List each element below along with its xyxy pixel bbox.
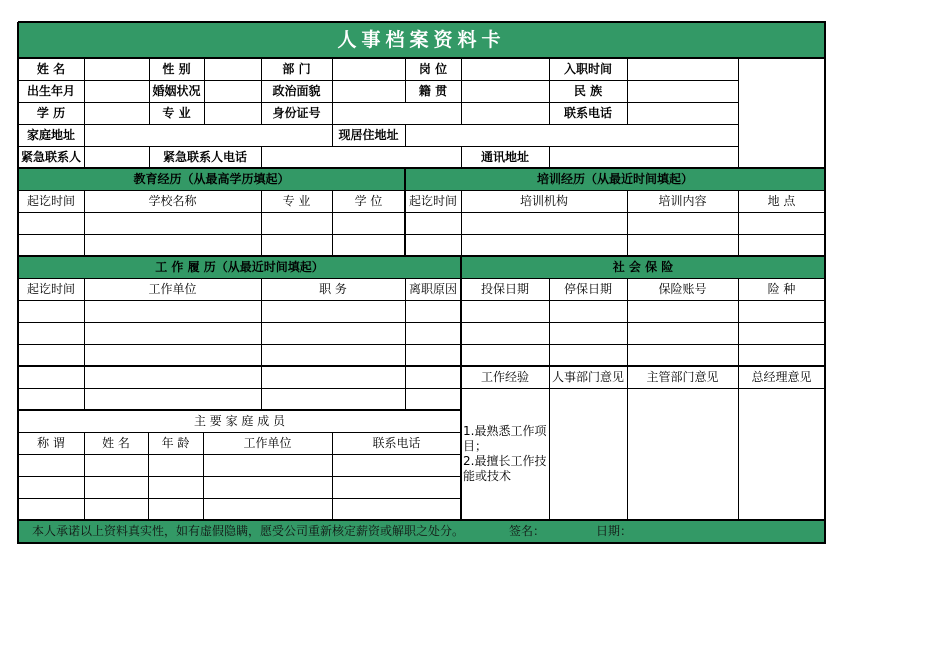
training-col-content: 培训内容: [658, 193, 707, 208]
education-col-major: 专 业: [282, 193, 311, 208]
label-major: 专 业: [162, 105, 191, 120]
grid-line: [261, 146, 262, 169]
education-col-school: 学校名称: [148, 193, 197, 208]
grid-line: [738, 190, 739, 257]
work-col-period: 起讫时间: [26, 281, 75, 296]
grid-line: [18, 300, 826, 301]
grid-line: [627, 190, 628, 257]
insurance-col-start: 投保日期: [480, 281, 529, 296]
grid-line: [18, 322, 826, 323]
grid-line: [148, 432, 149, 521]
label-hire-date: 入职时间: [563, 61, 612, 76]
training-col-institution: 培训机构: [519, 193, 568, 208]
grid-line: [332, 58, 333, 147]
grid-line: [18, 21, 826, 23]
grid-line: [17, 22, 19, 544]
grid-line: [405, 278, 406, 411]
grid-line: [18, 124, 739, 125]
label-home-address: 家庭地址: [26, 127, 75, 142]
family-col-name: 姓 名: [102, 435, 130, 450]
training-col-period: 起讫时间: [408, 193, 457, 208]
grid-line: [18, 146, 739, 147]
opinion-col-experience: 工作经验: [480, 369, 529, 384]
label-department: 部 门: [282, 61, 311, 76]
label-gender: 性 别: [162, 61, 191, 76]
grid-line: [18, 80, 739, 81]
grid-line: [332, 432, 333, 521]
label-position: 岗 位: [418, 61, 448, 76]
insurance-title: 社 会 保 险: [461, 256, 825, 278]
grid-line: [18, 542, 826, 544]
grid-line: [149, 58, 150, 125]
family-col-phone: 联系电话: [372, 435, 421, 450]
grid-line: [18, 388, 826, 389]
grid-line: [461, 146, 462, 169]
grid-line: [204, 58, 205, 125]
training-col-location: 地 点: [767, 193, 796, 208]
grid-line: [824, 22, 826, 544]
opinion-col-gm: 总经理意见: [751, 369, 812, 384]
grid-line: [549, 146, 550, 169]
grid-line: [18, 365, 826, 367]
grid-line: [627, 58, 628, 125]
training-title: 培训经历（从最近时间填起）: [405, 168, 825, 190]
grid-line: [84, 278, 85, 411]
grid-line: [84, 58, 85, 169]
grid-line: [549, 278, 550, 521]
grid-line: [18, 102, 739, 103]
insurance-col-type: 险 种: [767, 281, 796, 296]
grid-line: [461, 190, 462, 257]
work-title: 工 作 履 历（从最近时间填起）: [18, 256, 461, 278]
label-marital: 婚姻状况: [152, 83, 201, 98]
footer-pledge: 本人承诺以上资料真实性，如有虚假隐瞒，愿受公司重新核定薪资或解职之处分。: [32, 524, 465, 538]
grid-line: [405, 58, 406, 103]
grid-line: [738, 58, 739, 169]
label-birth: 出生年月: [26, 83, 75, 98]
grid-line: [627, 278, 628, 521]
grid-line: [404, 168, 406, 257]
grid-line: [18, 234, 826, 235]
education-title: 教育经历（从最高学历填起）: [18, 168, 405, 190]
grid-line: [18, 409, 462, 411]
grid-line: [18, 167, 826, 169]
label-political: 政治面貌: [272, 83, 321, 98]
family-col-age: 年 龄: [161, 435, 190, 450]
grid-line: [405, 124, 406, 147]
experience-note: 1.最熟悉工作项目； 2.最擅长工作技能或技术: [463, 424, 547, 483]
form-title: 人事档案资料卡: [18, 22, 825, 58]
personnel-record-card: [18, 22, 825, 543]
grid-line: [261, 278, 262, 411]
label-education: 学 历: [36, 105, 66, 120]
footer-date: 日期：: [596, 524, 633, 538]
footer-signature: 签名：: [509, 524, 546, 538]
grid-line: [18, 278, 826, 279]
grid-line: [203, 432, 204, 521]
grid-line: [460, 256, 462, 521]
grid-line: [549, 58, 550, 125]
grid-line: [84, 432, 85, 521]
label-phone: 联系电话: [563, 105, 612, 120]
opinion-col-hr: 人事部门意见: [551, 369, 624, 384]
grid-line: [84, 190, 85, 257]
work-col-leave-reason: 离职原因: [408, 281, 457, 296]
grid-line: [18, 57, 826, 59]
label-name: 姓 名: [36, 61, 66, 76]
label-ethnicity: 民 族: [573, 83, 603, 98]
label-id-number: 身份证号: [272, 105, 321, 120]
work-col-employer: 工作单位: [148, 281, 197, 296]
label-emergency-phone: 紧急联系人电话: [162, 149, 247, 164]
family-col-employer: 工作单位: [243, 435, 292, 450]
grid-line: [261, 190, 262, 257]
grid-line: [461, 58, 462, 125]
insurance-col-stop: 停保日期: [563, 281, 612, 296]
insurance-col-account: 保险账号: [658, 281, 707, 296]
grid-line: [18, 519, 826, 521]
label-emergency-contact: 紧急联系人: [20, 149, 81, 164]
grid-line: [18, 212, 826, 213]
grid-line: [18, 344, 826, 345]
label-native-place: 籍 贯: [418, 83, 448, 98]
grid-line: [18, 190, 826, 191]
grid-line: [738, 278, 739, 521]
grid-line: [332, 190, 333, 257]
family-title: 主 要 家 庭 成 员: [193, 413, 286, 428]
opinion-col-supervisor: 主管部门意见: [646, 369, 719, 384]
label-current-address: 现居住地址: [338, 127, 399, 142]
grid-line: [261, 58, 262, 125]
grid-line: [18, 255, 826, 257]
work-col-title: 职 务: [319, 281, 347, 296]
label-mailing-address: 通讯地址: [480, 149, 529, 164]
grid-line: [149, 146, 150, 169]
education-col-degree: 学 位: [354, 193, 383, 208]
family-col-relation: 称 谓: [37, 435, 65, 450]
education-col-period: 起讫时间: [26, 193, 75, 208]
